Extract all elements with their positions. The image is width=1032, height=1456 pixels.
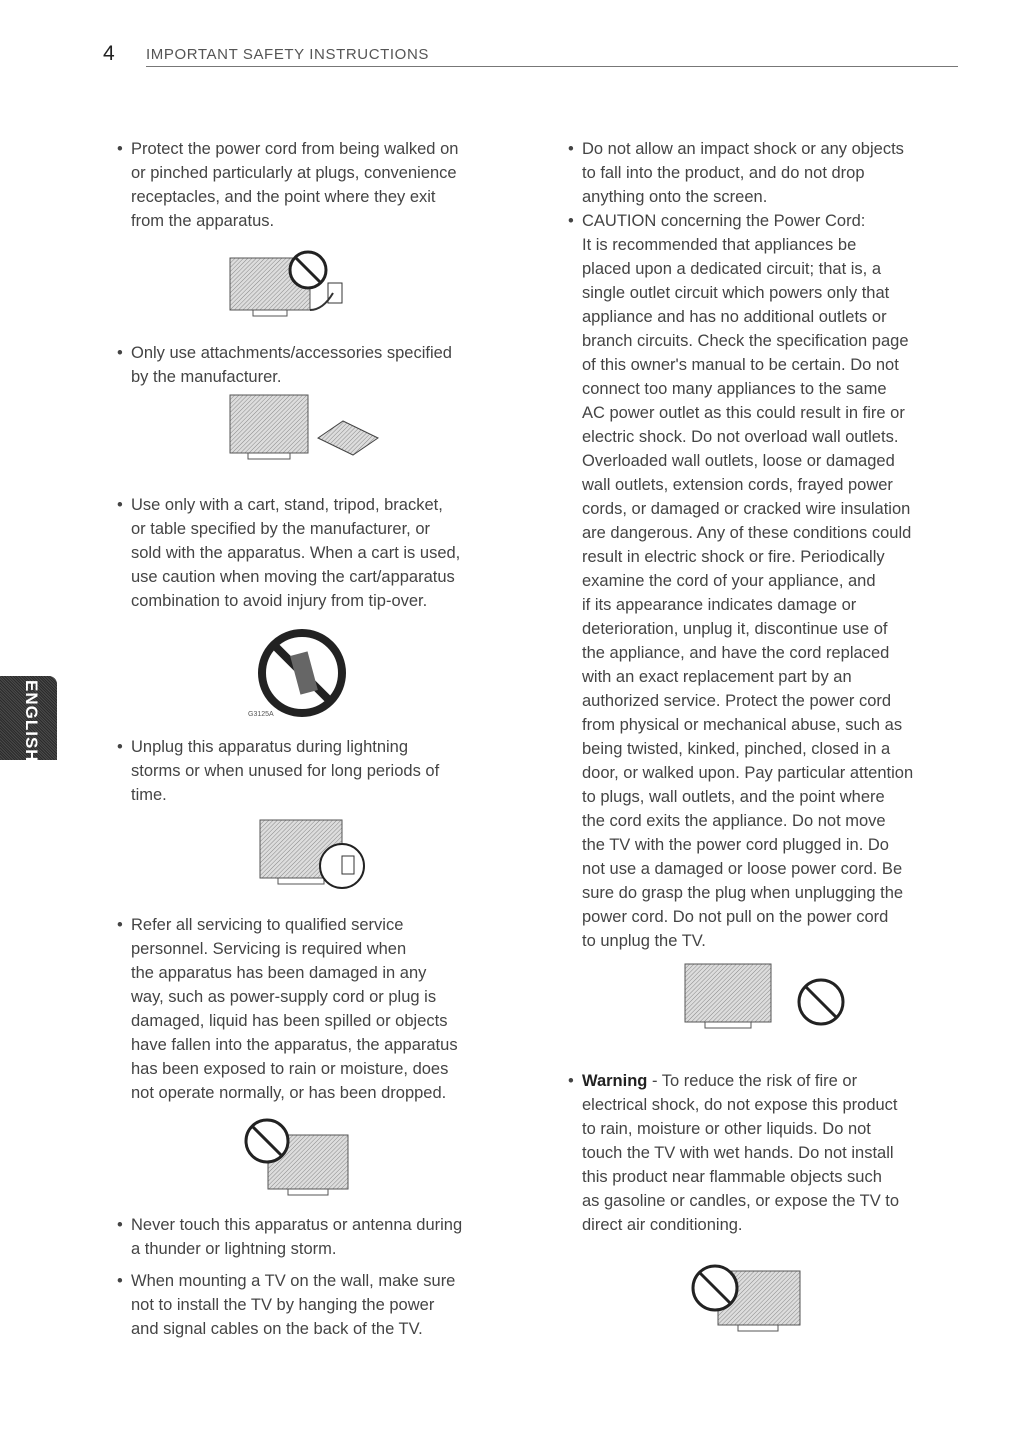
instruction-text: Refer all servicing to qualified service personnel. Servicing is required when the apparatus has been damaged in any way, such as power-supply cord or plug is damaged, liquid has been spilled or objects have fallen into the apparatus, the apparatus has been exposed to rain or moisture, does not operate normally, or has been dropped.: [131, 916, 458, 1102]
instruction-impact-shock: [568, 137, 962, 209]
language-tab-label: ENGLISH: [22, 680, 41, 763]
instruction-text: Do not allow an impact shock or any objects to fall into the product, and do not drop anything onto the screen.: [582, 140, 904, 206]
instruction-text: Protect the power cord from being walked on or pinched particularly at plugs, convenience receptacles, and the point where they exit from the apparatus.: [131, 140, 459, 230]
tv-damaged-cord-illustration: [683, 962, 848, 1036]
instruction-text: Only use attachments/accessories specified by the manufacturer.: [131, 344, 452, 386]
instruction-attachments: [117, 341, 511, 389]
instruction-power-cord: [117, 137, 511, 233]
section-title: IMPORTANT SAFETY INSTRUCTIONS: [146, 46, 429, 63]
instruction-wall-mount: [117, 1269, 511, 1341]
instruction-text: Use only with a cart, stand, tripod, bracket, or table specified by the manufacturer, or sold with the apparatus. When a cart is used, use caution when moving the cart/apparatus combination to avoid injury from tip-over.: [131, 496, 461, 610]
bullet: •: [117, 1272, 123, 1290]
tv-unplug-illustration: [258, 818, 370, 892]
instruction-power-cord-caution: [568, 209, 962, 953]
bullet: •: [568, 1072, 574, 1090]
instruction-unplug-lightning: [117, 735, 511, 807]
instruction-text: When mounting a TV on the wall, make sure not to install the TV by hanging the power and signal cables on the back of the TV.: [131, 1272, 456, 1338]
tv-accessories-illustration: [228, 393, 388, 467]
no-self-service-illustration: [243, 1117, 353, 1197]
tv-power-cord-illustration: [228, 248, 348, 324]
instruction-no-touch-storm: [117, 1213, 511, 1261]
bullet: •: [117, 1216, 123, 1234]
bullet: •: [117, 916, 123, 934]
bullet: •: [117, 496, 123, 514]
instruction-warning: [568, 1069, 962, 1237]
language-tab: [0, 676, 57, 763]
bullet: •: [568, 212, 574, 230]
bullet: •: [117, 344, 123, 362]
instruction-text: CAUTION concerning the Power Cord: It is recommended that appliances be placed upon a dedicated circuit; that is, a single outlet circuit which powers only that appliance and has no additional outlets or branch circuits. Check the specification page of this owner's manual to be certain. Do not connect too many appliances to the same AC power outlet as this could result in fire or electric shock. Do not overload wall outlets. Overloaded wall outlets, loose or damaged wall outlets, extension cords, frayed power cords, or damaged or cracked wire insulation are dangerous. Any of these conditions could result in electric shock or fire. Periodically examine the cord of your appliance, and if its appearance indicates damage or deterioration, unplug it, discontinue use of the appliance, and have the cord replaced with an exact replacement part by an authorized service. Protect the power cord from physical or mechanical abuse, such as being twisted, kinked, pinched, closed in a door, or walked upon. Pay particular attention to plugs, wall outlets, and the point where the cord exits the appliance. Do not move the TV with the power cord plugged in. Do not use a damaged or loose power cord. Be sure do grasp the plug when unplugging the power cord. Do not pull on the power cord to unplug the TV.: [582, 212, 914, 950]
tv-no-liquids-illustration: [690, 1263, 805, 1337]
bullet: •: [117, 140, 123, 158]
page-number: 4: [103, 42, 115, 65]
header-divider: [146, 66, 958, 67]
bullet: •: [568, 140, 574, 158]
instruction-cart: [117, 493, 511, 613]
instruction-text: - To reduce the risk of fire or electrical shock, do not expose this product to rain, moisture or other liquids. Do not touch the TV with wet hands. Do not install this product near flammable objects such as gasoline or candles, or expose the TV to direct air conditioning.: [582, 1072, 900, 1234]
cart-tipover-warning-icon: [255, 628, 350, 720]
warning-label: Warning: [582, 1072, 648, 1090]
instruction-text: Unplug this apparatus during lightning storms or when unused for long periods of time.: [131, 738, 440, 804]
bullet: •: [117, 738, 123, 756]
instruction-servicing: [117, 913, 511, 1105]
instruction-text: Never touch this apparatus or antenna during a thunder or lightning storm.: [131, 1216, 463, 1258]
figure-caption: G3125A: [248, 711, 274, 718]
